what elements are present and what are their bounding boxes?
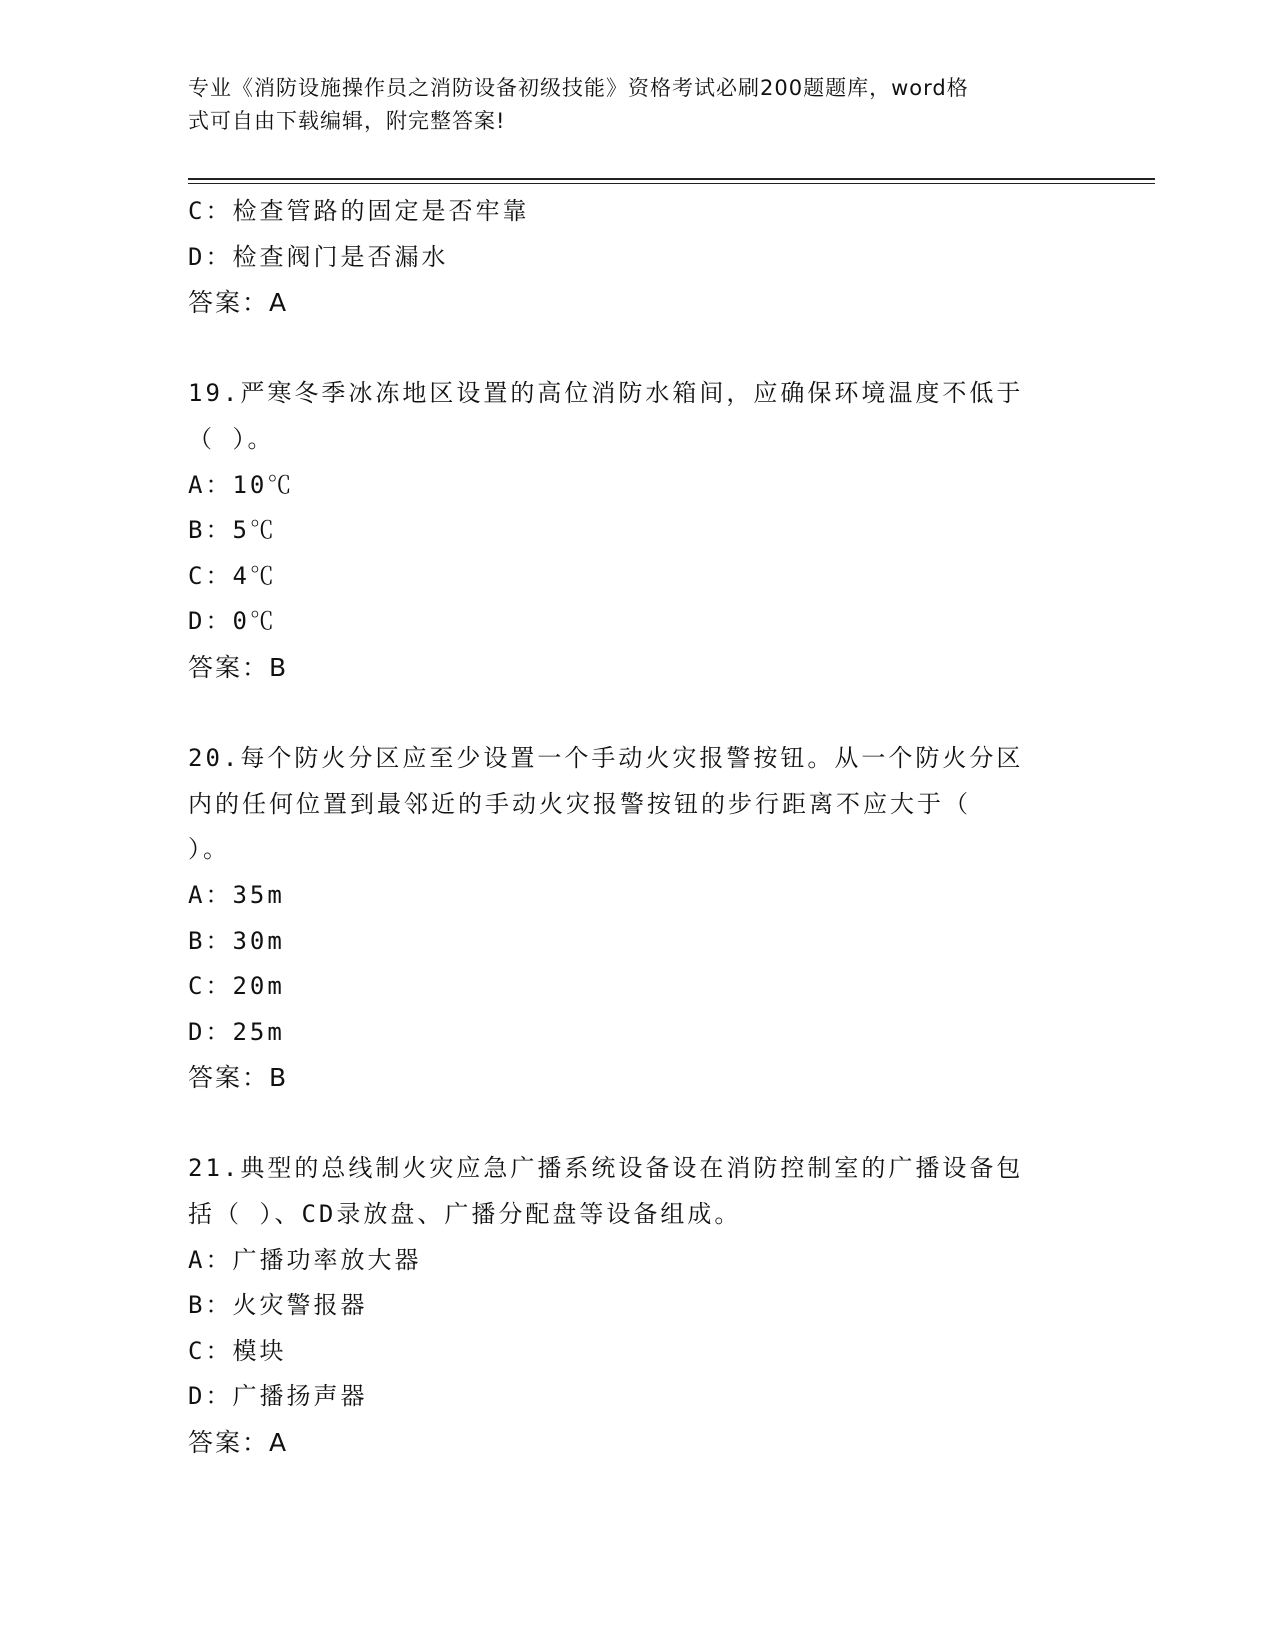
question-18-continued (188, 189, 1088, 326)
header-divider-thin (188, 183, 1155, 184)
answer-line: 答案：A (188, 288, 289, 318)
question-20 (188, 736, 1088, 1101)
option-d: D：25m (188, 1017, 285, 1046)
question-text-line: 19.严寒冬季冰冻地区设置的高位消防水箱间，应确保环境温度不低于 (188, 379, 1024, 408)
question-text-line: 21.典型的总线制火灾应急广播系统设备设在消防控制室的广播设备包 (188, 1154, 1024, 1183)
option-c: C：20m (188, 972, 285, 1001)
header-divider-thick (188, 178, 1155, 180)
question-text-line: 内的任何位置到最邻近的手动火灾报警按钮的步行距离不应大于（ (188, 789, 971, 818)
spacer (188, 1101, 1088, 1147)
document-header (188, 72, 1068, 138)
question-19 (188, 371, 1088, 690)
answer-line: 答案：B (188, 652, 289, 682)
header-line-2: 式可自由下载编辑，附完整答案! (188, 109, 506, 133)
header-line-1: 专业《消防设施操作员之消防设备初级技能》资格考试必刷200题题库，word格 (188, 76, 969, 100)
option-a: A：35m (188, 880, 285, 909)
option-a: A：广播功率放大器 (188, 1245, 422, 1274)
option-d: D：广播扬声器 (188, 1382, 368, 1411)
answer-line: 答案：B (188, 1063, 289, 1093)
question-text-line: ）。 (188, 835, 230, 864)
question-text-line: 括（ ）、CD录放盘、广播分配盘等设备组成。 (188, 1200, 742, 1229)
option-d: D：检查阀门是否漏水 (188, 242, 449, 271)
question-21 (188, 1146, 1088, 1465)
spacer (188, 326, 1088, 372)
question-text-line: 20.每个防火分区应至少设置一个手动火灾报警按钮。从一个防火分区 (188, 744, 1024, 773)
option-c: C：检查管路的固定是否牢靠 (188, 197, 530, 225)
option-b: B：30m (188, 926, 285, 955)
option-b: B：火灾警报器 (188, 1291, 368, 1320)
question-text-line: （ ）。 (188, 424, 275, 453)
question-list (188, 189, 1088, 1466)
option-d: D：0℃ (188, 607, 277, 636)
option-b: B：5℃ (188, 516, 277, 545)
option-a: A：10℃ (188, 470, 295, 499)
option-c: C：模块 (188, 1336, 287, 1365)
answer-line: 答案：A (188, 1428, 289, 1458)
option-c: C：4℃ (188, 561, 277, 590)
spacer (188, 691, 1088, 737)
